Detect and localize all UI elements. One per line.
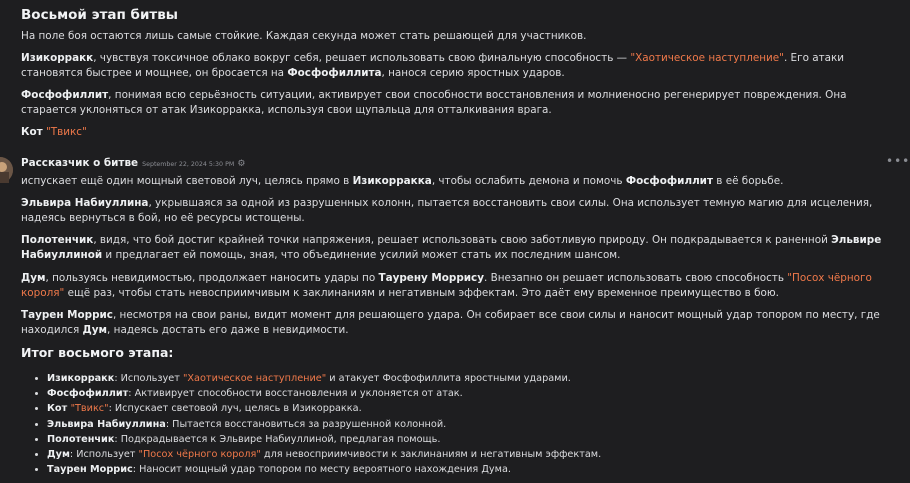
name: Фосфофиллит <box>21 89 109 101</box>
name: Дум <box>82 324 108 336</box>
list-item: • Дум: Использует "Посох чёрного короля" для невосприимчивости к заклинаниям и негативным эффектам. <box>47 447 601 462</box>
list-item: • Фосфофиллит: Активирует способности восстановления и уклоняется от атак. <box>47 386 601 401</box>
text: , понимая всю серьёзность ситуации, активирует свои способности восстановления и молниеносно регенерирует повреждения. Она старается уклоняться от атак Изикорракка, используя свои щупальца для отталкивания врага. <box>21 89 847 116</box>
paragraph-cat-beam <box>21 174 897 189</box>
text: , пользуясь невидимостью, продолжает наносить удары по <box>45 272 379 284</box>
text: , чтобы ослабить демона и помочь <box>431 175 626 187</box>
name: Изикорракка <box>352 175 432 187</box>
name: Полотенчик <box>21 234 94 246</box>
name: Таурен Моррис <box>21 309 113 321</box>
paragraph-phosphophyllite <box>21 88 897 118</box>
name: Эльвире Набиуллиной <box>21 234 882 261</box>
paragraph-cat <box>21 125 897 140</box>
text: и предлагает ей помощь, зная, что объединение усилий может стать их последним шансом. <box>102 249 621 261</box>
name: Таурену Моррису <box>378 272 484 284</box>
paragraph-polotenchik <box>21 233 897 263</box>
message-header <box>21 156 245 172</box>
bot-icon: ⚙ <box>237 159 246 169</box>
text: , чувствуя токсичное облако вокруг себя, решает использовать свою финальную способность — <box>93 52 631 64</box>
paragraph-izikorrakk <box>21 51 897 81</box>
list-item: • Эльвира Набиуллина: Пытается восстановиться за разрушенной колонной. <box>47 417 601 432</box>
timestamp[interactable]: September 22, 2024 5:30 PM <box>142 161 235 168</box>
summary-list <box>21 371 601 477</box>
summary-title: Итог восьмого этапа: <box>21 345 174 360</box>
list-item: • Полотенчик: Подкрадывается к Эльвире Набиуллиной, предлагая помощь. <box>47 432 601 447</box>
author-name[interactable]: Рассказчик о битве <box>21 157 139 169</box>
text: ещё раз, чтобы стать невосприимчивым к заклинаниям и негативным эффектам. Это даёт ему временное преимущество в бою. <box>64 287 779 299</box>
intro-paragraph: На поле боя остаются лишь самые стойкие. Каждая секунда может стать решающей для участников. <box>21 30 587 42</box>
section-title: Восьмой этап битвы <box>21 7 178 23</box>
list-item: • Кот "Твикс": Испускает световой луч, целясь в Изикорракка. <box>47 401 601 416</box>
list-item: • Изикорракк: Использует "Хаотическое наступление" и атакует Фосфофиллита яростными ударами. <box>47 371 601 386</box>
paragraph-elvira <box>21 196 897 226</box>
more-icon[interactable]: ••• <box>886 154 910 168</box>
quote: "Твикс" <box>45 126 87 138</box>
ability-quote: "Посох чёрного короля" <box>21 272 872 299</box>
name: Фосфофиллит <box>625 175 713 187</box>
text: . Его атаки становятся быстрее и мощнее, он бросается на <box>21 52 845 79</box>
name: Кот <box>21 126 43 138</box>
text: в её борьбе. <box>712 175 784 187</box>
name: Фосфофиллита <box>287 67 382 79</box>
paragraph-doom <box>21 271 897 301</box>
ability-quote: "Хаотическое наступление" <box>630 52 784 64</box>
text: . Внезапно он решает использовать свою способность <box>483 272 788 284</box>
name: Эльвира Набиуллина <box>21 197 149 209</box>
avatar[interactable] <box>0 157 13 183</box>
text: , надеясь достать его даже в невидимости. <box>107 324 349 336</box>
list-item: • Таурен Моррис: Наносит мощный удар топором по месту вероятного нахождения Дума. <box>47 462 601 477</box>
paragraph-tauren <box>21 308 897 338</box>
text: , несмотря на свои раны, видит момент для решающего удара. Он собирает все свои силы и наносит мощный удар топором по месту, где находился <box>21 309 880 336</box>
text: , укрывшаяся за одной из разрушенных колонн, пытается восстановить свои силы. Она использует темную магию для исцеления, надеясь вернуться в бой, но её ресурсы истощены. <box>21 197 873 224</box>
name: Изикорракк <box>21 52 94 64</box>
text: испускает ещё один мощный световой луч, целясь прямо в <box>21 175 353 187</box>
text: , видя, что бой достиг крайней точки напряжения, решает использовать свою заботливую природу. Он подкрадывается к раненной <box>93 234 832 246</box>
text: , нанося серию яростных ударов. <box>381 67 565 79</box>
name: Дум <box>21 272 46 284</box>
